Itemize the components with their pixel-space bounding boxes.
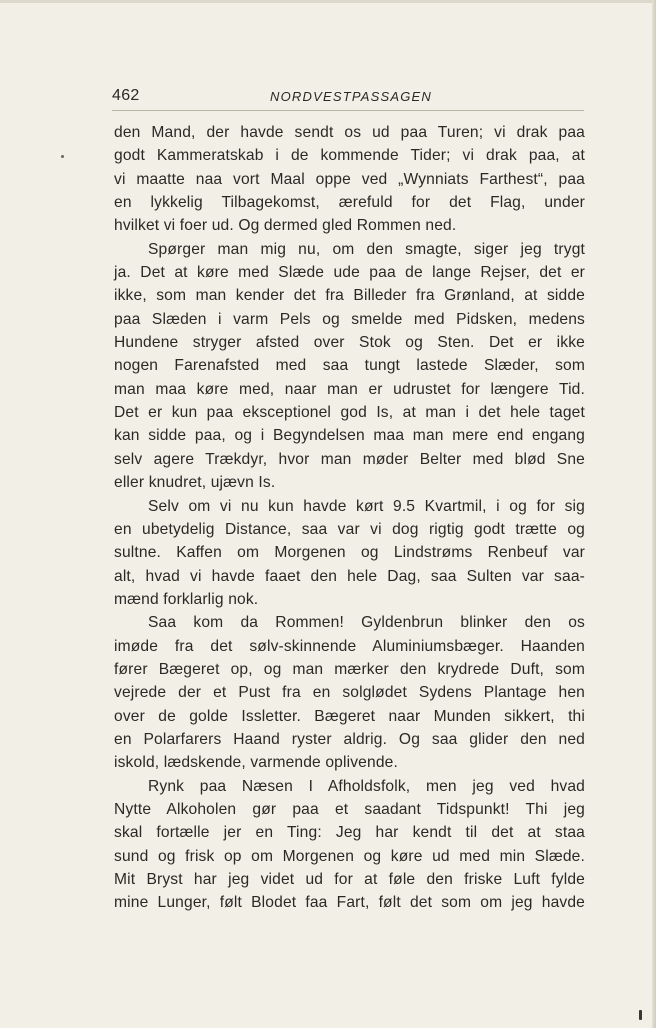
text-line: ikke, som man kender det fra Billeder fra Grønland, at sidde [114, 287, 585, 305]
text-line: Det er kun paa eksceptionel god Is, at man i det hele taget [114, 404, 585, 422]
page-right-edge [652, 0, 656, 1028]
text-line: Nytte Alkoholen gør paa et saadant Tidspunkt! Thi jeg [114, 800, 585, 818]
text-line: hvilket vi foer ud. Og dermed gled Rommen ned. [114, 217, 457, 235]
paragraph-first-line: Rynk paa Næsen I Afholdsfolk, men jeg ved hvad [148, 777, 585, 795]
text-line: eller knudret, ujævn Is. [114, 474, 276, 492]
text-line: en Polarfarers Haand ryster aldrig. Og saa glider den ned [114, 730, 585, 748]
text-line: Mit Bryst har jeg videt ud for at føle den friske Luft fylde [114, 871, 585, 888]
paragraph-first-line: Selv om vi nu kun havde kørt 9.5 Kvartmil, i og for sig [148, 497, 585, 515]
paragraph-first-line: Saa kom da Rommen! Gyldenbrun blinker den os [148, 614, 585, 632]
text-line: iskold, lædskende, varmende oplivende. [114, 754, 398, 772]
margin-dot [61, 155, 64, 158]
running-title: NORDVESTPASSAGEN [270, 89, 432, 104]
text-line: mine Lunger, følt Blodet faa Fart, følt det som om jeg havde [114, 894, 585, 912]
body-text [114, 121, 585, 915]
text-line: skal fortælle jer en Ting: Jeg har kendt til det at staa [114, 824, 585, 842]
text-line: imøde fra det sølv-skinnende Aluminiumsbæger. Haanden [114, 637, 585, 655]
text-line: den Mand, der havde sendt os ud paa Turen; vi drak paa [114, 124, 585, 141]
text-line: fører Bægeret op, og man mærker den krydrede Duft, som [114, 660, 585, 678]
text-line: ja. Det at køre med Slæde ude paa de lange Rejser, det er [114, 264, 585, 282]
paragraph-first-line: Spørger man mig nu, om den smagte, siger jeg trygt [148, 240, 585, 258]
text-line: vejrede der et Pust fra en solglødet Sydens Plantage hen [114, 684, 585, 702]
text-line: man maa køre med, naar man er udrustet for længere Tid. [114, 380, 585, 398]
text-line: Hundene stryger afsted over Stok og Sten. Det er ikke [114, 334, 585, 352]
page-top-edge [0, 0, 656, 3]
corner-mark [639, 1010, 642, 1020]
text-line: vi maatte naa vort Maal oppe ved „Wynniats Farthest“, paa [114, 170, 585, 188]
text-line: paa Slæden i varm Pels og smelde med Pidsken, medens [114, 310, 585, 328]
text-line: godt Kammeratskab i de kommende Tider; vi drak paa, at [114, 147, 585, 165]
text-line: en lykkelig Tilbagekomst, ærefuld for det Flag, under [114, 194, 585, 212]
text-line: sund og frisk op om Morgenen og køre ud med min Slæde. [114, 847, 585, 865]
text-line: selv agere Trækdyr, hvor man møder Belter med blød Sne [114, 450, 585, 468]
text-line: over de golde Issletter. Bægeret naar Munden sikkert, thi [114, 707, 585, 725]
page-header [112, 84, 584, 111]
text-line: kan sidde paa, og i Begyndelsen maa man mere end engang [114, 427, 585, 445]
text-line: mænd forklarlig nok. [114, 590, 259, 608]
text-line: alt, hvad vi havde faaet den hele Dag, saa Sulten var saa- [114, 567, 585, 585]
text-line: sultne. Kaffen om Morgenen og Lindstrøms Renbeuf var [114, 544, 585, 562]
text-line: nogen Farenafsted med saa tungt lastede Slæder, som [114, 357, 585, 375]
text-line: en ubetydelig Distance, saa var vi dog rigtig godt trætte og [114, 520, 585, 538]
page-number: 462 [112, 87, 140, 104]
